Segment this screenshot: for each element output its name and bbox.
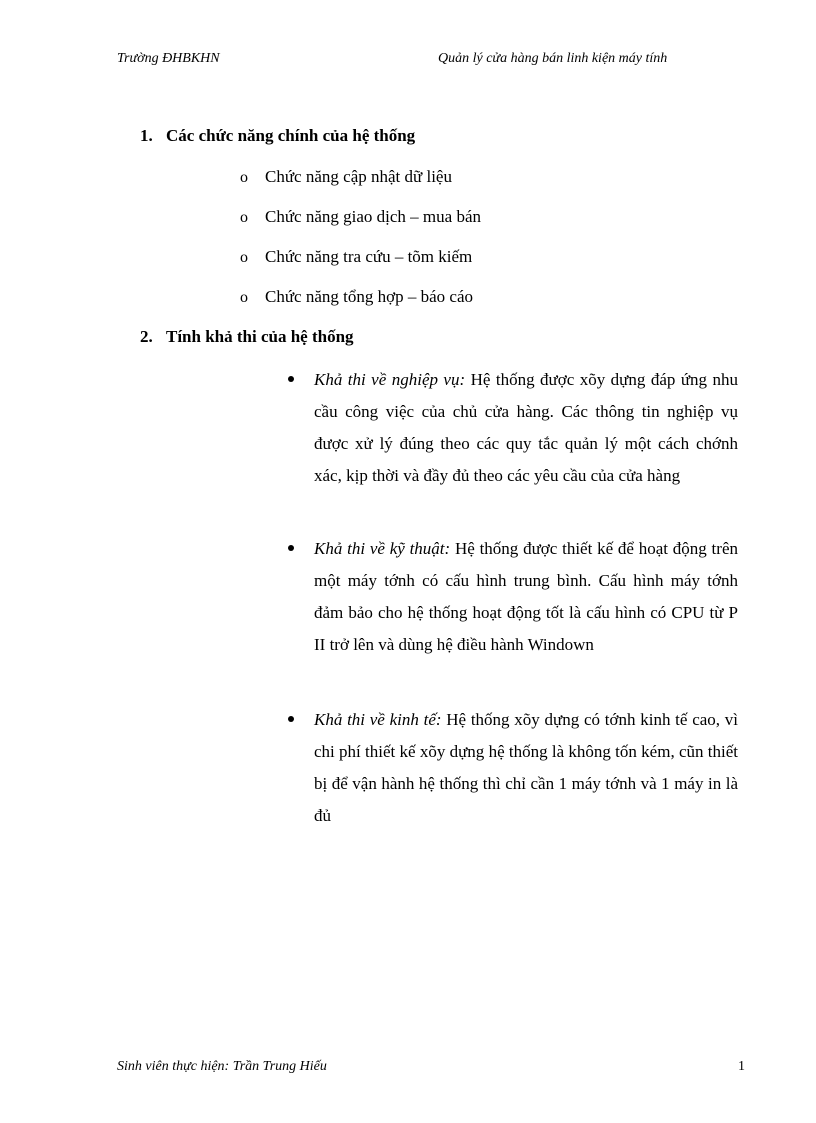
feasibility-lead: Khả thi về kỹ thuật: [314, 539, 451, 558]
section-2-number: 2. [140, 327, 153, 346]
feasibility-body: Hệ thống xõy dựng có tớnh kinh tế cao, vì chi phí thiết kế xõy dựng hệ thống là không tốn kém, cũn thiết bị để vận hành hệ thống thì chỉ cần 1 máy tớnh và 1 máy in là đủ [314, 710, 738, 825]
function-item [240, 167, 452, 187]
bullet-dot-icon [288, 376, 294, 382]
circle-bullet-icon: o [240, 169, 248, 186]
feasibility-paragraph [314, 533, 738, 661]
footer-student-name: Sinh viên thực hiện: Trần Trung Hiếu [117, 1059, 327, 1074]
feasibility-paragraph [314, 704, 738, 832]
header-school-name: Trường ĐHBKHN [117, 51, 220, 66]
feasibility-lead: Khả thi về nghiệp vụ: [314, 370, 466, 389]
section-1-title: Các chức năng chính của hệ thống [166, 126, 416, 145]
function-item-label: Chức năng giao dịch – mua bán [265, 207, 481, 226]
section-2-title: Tính khả thi của hệ thống [166, 327, 354, 346]
feasibility-lead: Khả thi về kinh tế: [314, 710, 442, 729]
function-item [240, 247, 472, 267]
section-1-number: 1. [140, 126, 153, 145]
function-item [240, 287, 473, 307]
circle-bullet-icon: o [240, 289, 248, 306]
feasibility-body: Hệ thống được thiết kế để hoạt động trên một máy tớnh có cấu hình trung bình. Cấu hình máy tớnh đảm bảo cho hệ thống hoạt động tốt là cấu hình có CPU từ P II trở lên và dùng hệ điều hành Windown [314, 539, 738, 654]
circle-bullet-icon: o [240, 249, 248, 266]
footer-page-number: 1 [738, 1059, 745, 1074]
function-item [240, 207, 481, 227]
function-item-label: Chức năng tra cứu – tõm kiếm [265, 247, 473, 266]
feasibility-body: Hệ thống được xõy dựng đáp ứng nhu cầu công việc của chủ cửa hàng. Các thông tin nghiệp vụ được xử lý đúng theo các quy tắc quản lý một cách chớnh xác, kịp thời và đầy đủ theo các yêu cầu của cửa hàng [314, 370, 738, 485]
circle-bullet-icon: o [240, 209, 248, 226]
function-item-label: Chức năng cập nhật dữ liệu [265, 167, 452, 186]
section-1-heading [140, 126, 415, 146]
function-item-label: Chức năng tổng hợp – báo cáo [265, 287, 473, 306]
header-document-title: Quản lý cửa hàng bán linh kiện máy tính [438, 51, 668, 66]
bullet-dot-icon [288, 716, 294, 722]
bullet-dot-icon [288, 545, 294, 551]
feasibility-paragraph [314, 364, 738, 492]
section-2-heading [140, 327, 354, 347]
